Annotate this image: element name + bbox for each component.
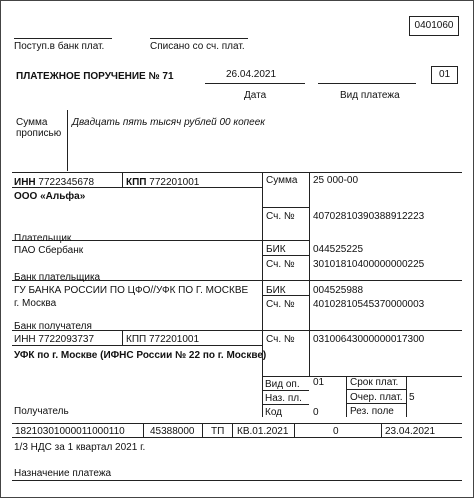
amount-label: Сумма — [266, 175, 298, 186]
purpose-bottom-line — [12, 480, 462, 481]
pay-term-line — [346, 389, 406, 390]
payee-bank-name-line2: г. Москва — [14, 298, 57, 309]
code-label: Код — [265, 407, 283, 418]
table-top-line — [12, 172, 462, 173]
received-line — [14, 38, 112, 39]
amount-words-label-1: Сумма — [16, 117, 48, 128]
status-code: 01 — [438, 69, 451, 80]
payee-account-label: Сч. № — [266, 334, 295, 345]
payee-inn-kpp-divider — [122, 330, 123, 345]
op-type: 01 — [313, 377, 325, 388]
payee-kpp: 772201001 — [148, 334, 200, 345]
debited-line — [150, 38, 248, 39]
tax-period: КВ.01.2021 — [237, 426, 289, 437]
payee-corr-label: Сч. № — [266, 299, 295, 310]
payment-type-line — [318, 83, 416, 84]
op-type-label: Вид оп. — [265, 379, 300, 390]
payer-kpp: 772201001 — [149, 177, 200, 188]
payee-inn-label: ИНН — [14, 334, 36, 345]
debited-label: Списано со сч. плат. — [150, 41, 245, 52]
payee-bank-name-line1: ГУ БАНКА РОССИИ ПО ЦФО//УФК ПО Г. МОСКВЕ — [14, 285, 249, 296]
form-code-box — [409, 16, 459, 36]
payer-inn: 7722345678 — [38, 177, 95, 188]
payer-corr-account: 30101810400000000225 — [313, 259, 425, 270]
payee-corr-account: 40102810545370000003 — [313, 299, 425, 310]
amount-words-label-2: прописью — [16, 128, 62, 139]
payer-bik-label: БИК — [266, 244, 286, 255]
tax-divider-4 — [294, 423, 295, 437]
payer-caption: Плательщик — [14, 233, 72, 244]
queue-line — [346, 403, 406, 404]
pay-term-label: Срок плат. — [350, 377, 399, 388]
tax-doc-date: 23.04.2021 — [385, 426, 436, 437]
tax-oktmo: 45388000 — [150, 426, 195, 437]
code-value: 0 — [313, 407, 319, 418]
payer-inn-label: ИНН — [14, 177, 36, 188]
reserve-label: Рез. поле — [350, 406, 394, 417]
requisites-value-divider — [406, 376, 407, 417]
amount-words: Двадцать пять тысяч рублей 00 копеек — [72, 117, 266, 128]
payer-account: 40702810390388912223 — [313, 211, 425, 222]
date-line — [205, 83, 305, 84]
tax-divider-5 — [381, 423, 382, 437]
payment-type-label: Вид платежа — [340, 90, 400, 101]
amount-line — [262, 207, 309, 208]
payer-corr-label: Сч. № — [266, 259, 295, 270]
amount-value: 25 000-00 — [313, 175, 359, 186]
queue-value: 5 — [409, 392, 415, 403]
queue-label: Очер. плат. — [350, 392, 403, 403]
payee-bik-label: БИК — [266, 285, 286, 296]
pay-purpose-label: Наз. пл. — [265, 393, 302, 404]
payer-bank-caption: Банк плательщика — [14, 272, 101, 283]
op-type-line — [262, 390, 309, 391]
document-date: 26.04.2021 — [226, 69, 277, 80]
tax-divider-1 — [143, 423, 144, 437]
payer-bik-line — [262, 255, 309, 256]
payee-inn-line — [12, 345, 262, 346]
payer-bik: 044525225 — [313, 244, 364, 255]
form-code: 0401060 — [414, 20, 454, 31]
payee-bik: 004525988 — [313, 285, 364, 296]
pay-purpose-line — [262, 404, 309, 405]
purpose-caption: Назначение платежа — [14, 468, 112, 479]
payee-account: 03100643000000017300 — [313, 334, 425, 345]
date-label: Дата — [244, 90, 267, 101]
tax-divider-3 — [232, 423, 233, 437]
status-code-box — [431, 66, 458, 84]
payer-bank-name: ПАО Сбербанк — [14, 245, 84, 256]
received-label: Поступ.в банк плат. — [14, 41, 105, 52]
payee-kpp-label: КПП — [126, 334, 147, 345]
amount-words-divider — [67, 110, 68, 171]
value-divider — [309, 172, 310, 376]
tax-bottom-line — [12, 437, 462, 438]
payee-bank-caption: Банк получателя — [14, 321, 92, 332]
payer-account-label: Сч. № — [266, 211, 295, 222]
requisites-divider — [346, 376, 347, 417]
payment-purpose: 1/3 НДС за 1 квартал 2021 г. — [14, 442, 146, 453]
payee-caption: Получатель — [14, 406, 69, 417]
payer-name: ООО «Альфа» — [14, 191, 86, 202]
payer-kpp-label: КПП — [126, 177, 147, 188]
payer-inn-kpp-divider — [122, 172, 123, 187]
document-title: ПЛАТЕЖНОЕ ПОРУЧЕНИЕ № 71 — [16, 71, 174, 82]
tax-divider-2 — [202, 423, 203, 437]
tax-top-line — [12, 423, 462, 424]
payee-name: УФК по г. Москве (ИФНС России № 22 по г. Москве) — [14, 350, 267, 361]
tax-basis: ТП — [211, 426, 225, 437]
tax-doc-number: 0 — [333, 426, 339, 437]
tax-kbk: 18210301000011000110 — [15, 426, 125, 437]
payee-inn: 7722093737 — [38, 334, 95, 345]
